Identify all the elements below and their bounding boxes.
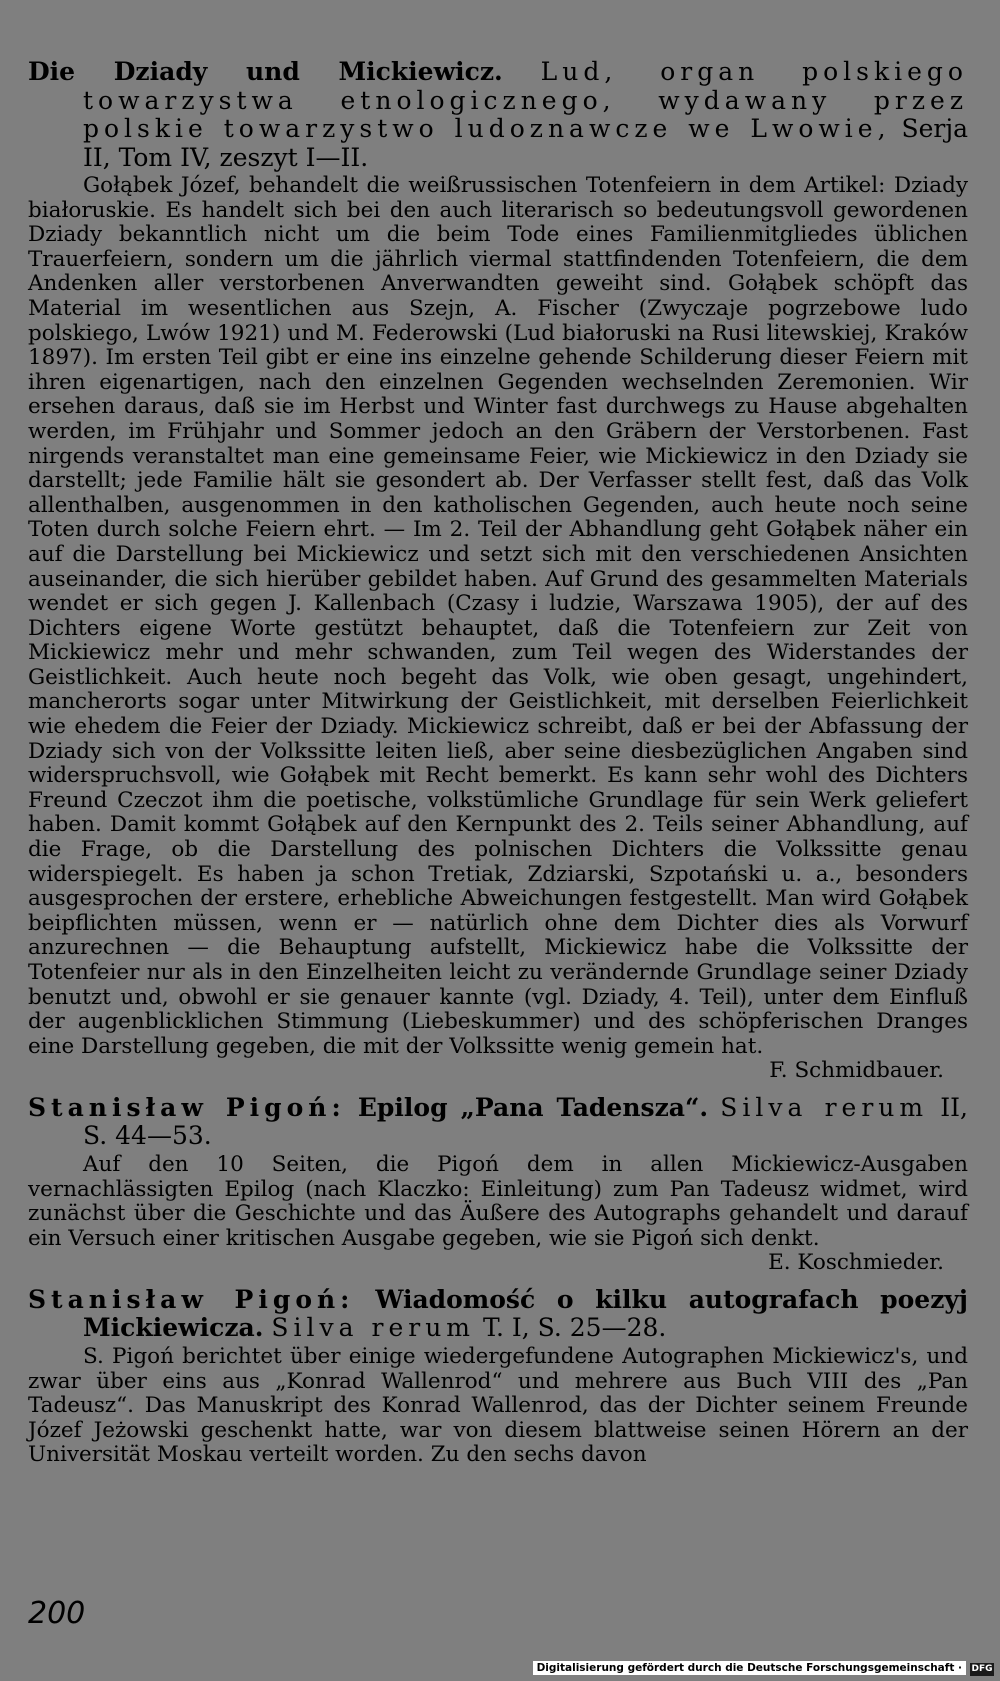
entry-source-series: Silva rerum bbox=[271, 1313, 476, 1343]
review-entry-dziady bbox=[28, 58, 968, 1084]
entry-title: Wiadomość o kilku autografach poezyj Mickiewicza. bbox=[83, 1284, 968, 1343]
entry-source: T. I, S. 25—28. bbox=[482, 1313, 667, 1343]
entry-body: S. Pigoń berichtet über einige wiedergefundene Autographen Mickiewicz's, und zwar über eins aus „Konrad Wallenrod“ und mehrere aus Buch VIII des „Pan Tadeusz“. Das Manuskript des Konrad Wallenrod, das der Dichter seinem Freunde Józef Jeżowski geschenkt hatte, war von diesem blattweise seinen Hörern an der Universität Moskau verteilt worden. Zu den sechs davon bbox=[28, 1343, 968, 1468]
entry-heading bbox=[28, 1094, 968, 1151]
entry-signature: F. Schmidbauer. bbox=[769, 1058, 944, 1084]
dfg-logo-icon: DFG bbox=[971, 1664, 993, 1674]
entry-author: Stanisław Pigoń: bbox=[28, 1092, 346, 1122]
entry-source: Serja II, Tom IV, zeszyt I—II. bbox=[83, 114, 968, 172]
entry-title: Epilog „Pana Tadensza“. bbox=[357, 1092, 709, 1122]
page-text-column bbox=[28, 58, 968, 1478]
entry-source-series: Silva rerum bbox=[720, 1092, 929, 1122]
entry-author: Die Dziady und Mickiewicz. bbox=[28, 57, 503, 86]
entry-title: Lud, organ polskiego towarzystwa etnologicznego, wydawany przez polskie towarzystwo ludoznawcze we Lwowie, bbox=[83, 57, 968, 143]
entry-signature: E. Koschmieder. bbox=[768, 1250, 944, 1276]
page-number: 200 bbox=[28, 1596, 86, 1631]
digitization-credit: Digitalisierung gefördert durch die Deutsche Forschungsgemeinschaft · bbox=[533, 1661, 966, 1675]
entry-body: Gołąbek Józef, behandelt die weißrussischen Totenfeiern in dem Artikel: Dziady białoruskie. Es handelt sich bei den auch literarisch so bedeutungsvoll gewordenen Dziady bekanntlich nicht um die beim Tode eines Familienmitgliedes üblichen Trauerfeiern, sondern um die jährlich viermal stattfindenden Totenfeiern, die dem Andenken aller verstorbenen Anverwandten geweiht sind. Gołąbek schöpft das Material im wesentlichen aus Szejn, A. Fischer (Zwyczaje pogrzebowe ludo polskiego, Lwów 1921) und M. Federowski (Lud białoruski na Rusi litewskiej, Kraków 1897). Im ersten Teil gibt er eine ins einzelne gehende Schilderung dieser Feiern mit ihren eigenartigen, nach den einzelnen Gegenden wechselnden Zeremonien. Wir ersehen daraus, daß sie im Herbst und Winter fast durchwegs zu Hause abgehalten werden, im Frühjahr und Sommer jedoch an den Gräbern der Verstorbenen. Fast nirgends veranstaltet man eine gemeinsame Feier, wie Mickiewicz in den Dziady sie darstellt; jede Familie hält sie gesondert ab. Der Verfasser stellt fest, daß das Volk allenthalben, ausgenommen in den katholischen Gegenden, auch heute noch seine Toten durch solche Feiern ehrt. — Im 2. Teil der Abhandlung geht Gołąbek näher ein auf die Darstellung bei Mickiewicz und setzt sich mit den verschiedenen Ansichten auseinander, die sich hierüber gebildet haben. Auf Grund des gesammelten Materials wendet er sich gegen J. Kallenbach (Czasy i ludzie, Warszawa 1905), der auf des Dichters eigene Worte gestützt behauptet, daß die Totenfeiern zur Zeit von Mickiewicz mehr und mehr schwanden, zum Teil wegen des Widerstandes der Geistlichkeit. Auch heute noch begeht das Volk, wie oben gesagt, ungehindert, mancherorts sogar unter Mitwirkung der Geistlichkeit, mit derselben Feierlichkeit wie ehedem die Feier der Dziady. Mickiewicz schreibt, daß er bei der Abfassung der Dziady sich von der Volkssitte leiten ließ, aber seine diesbezüglichen Angaben sind widerspruchsvoll, wie Gołąbek mit Recht bemerkt. Es kann sehr wohl des Dichters Freund Czeczot ihm die poetische, volkstümliche Grundlage für sein Werk geliefert haben. Damit kommt Gołąbek auf den Kernpunkt des 2. Teils seiner Abhandlung, auf die Frage, ob die Darstellung des polnischen Dichters die Volkssitte genau widerspiegelt. Es haben ja schon Tretiak, Zdziarski, Szpotański u. a., besonders ausgesprochen der erstere, erhebliche Abweichungen festgestellt. Man wird Gołąbek beipflichten müssen, wenn er — natürlich ohne dem Dichter dies als Vorwurf anzurechnen — die Behauptung aufstellt, Mickiewicz habe die Volkssitte der Totenfeier nur als in den Einzelheiten leicht zu verändernde Grundlage seiner Dziady benutzt und, obwohl er sie genauer kannte (vgl. Dziady, 4. Teil), unter dem Einfluß der augenblicklichen Stimmung (Liebeskummer) und des schöpferischen Dranges eine Darstellung gegeben, die mit der Volkssitte wenig gemein hat. bbox=[28, 173, 968, 1059]
entry-source: II, S. 44—53. bbox=[83, 1092, 968, 1151]
entry-author: Stanisław Pigoń: bbox=[28, 1284, 355, 1314]
entry-heading bbox=[28, 58, 968, 172]
entry-body: Auf den 10 Seiten, die Pigoń dem in allen Mickiewicz-Ausgaben vernachlässigten Epilog (nach Klaczko: Einleitung) zum Pan Tadeusz widmet, wird zunächst über die Geschichte und das Äußere des Autographs gehandelt und darauf ein Versuch einer kritischen Ausgabe gegeben, wie sie Pigoń sich denkt. bbox=[28, 1151, 968, 1251]
review-entry-autographs bbox=[28, 1286, 968, 1468]
entry-heading bbox=[28, 1286, 968, 1343]
review-entry-epilog bbox=[28, 1094, 968, 1276]
